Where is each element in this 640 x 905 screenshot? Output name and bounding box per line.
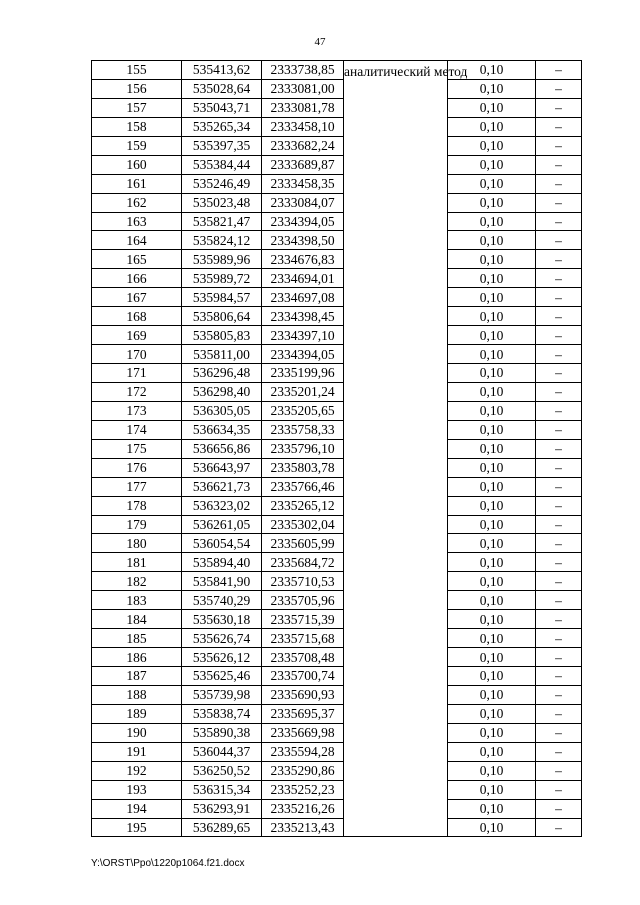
- y-coordinate-cell: 2334697,08: [262, 288, 344, 307]
- accuracy-cell: 0,10: [448, 742, 536, 761]
- point-number-cell: 194: [92, 799, 182, 818]
- x-coordinate-cell: 536044,37: [182, 742, 262, 761]
- point-number-cell: 168: [92, 307, 182, 326]
- point-number-cell: 191: [92, 742, 182, 761]
- note-cell: –: [536, 307, 582, 326]
- accuracy-cell: 0,10: [448, 288, 536, 307]
- y-coordinate-cell: 2333682,24: [262, 136, 344, 155]
- accuracy-cell: 0,10: [448, 685, 536, 704]
- table-row: [92, 610, 582, 629]
- point-number-cell: 169: [92, 326, 182, 345]
- note-cell: –: [536, 382, 582, 401]
- y-coordinate-cell: 2335690,93: [262, 685, 344, 704]
- point-number-cell: 162: [92, 193, 182, 212]
- y-coordinate-cell: 2334398,50: [262, 231, 344, 250]
- accuracy-cell: 0,10: [448, 496, 536, 515]
- x-coordinate-cell: 535626,12: [182, 648, 262, 667]
- accuracy-cell: 0,10: [448, 704, 536, 723]
- accuracy-cell: 0,10: [448, 780, 536, 799]
- table-row: [92, 98, 582, 117]
- table-row: [92, 61, 582, 80]
- table-row: [92, 818, 582, 837]
- note-cell: –: [536, 477, 582, 496]
- table-row: [92, 193, 582, 212]
- table-row: [92, 401, 582, 420]
- table-row: [92, 477, 582, 496]
- accuracy-cell: 0,10: [448, 515, 536, 534]
- table-row: [92, 667, 582, 686]
- y-coordinate-cell: 2335695,37: [262, 704, 344, 723]
- x-coordinate-cell: 536621,73: [182, 477, 262, 496]
- point-number-cell: 156: [92, 79, 182, 98]
- accuracy-cell: 0,10: [448, 591, 536, 610]
- accuracy-cell: 0,10: [448, 382, 536, 401]
- y-coordinate-cell: 2335594,28: [262, 742, 344, 761]
- note-cell: –: [536, 742, 582, 761]
- note-cell: –: [536, 610, 582, 629]
- point-number-cell: 166: [92, 269, 182, 288]
- x-coordinate-cell: 535246,49: [182, 174, 262, 193]
- point-number-cell: 173: [92, 401, 182, 420]
- x-coordinate-cell: 535625,46: [182, 667, 262, 686]
- x-coordinate-cell: 535413,62: [182, 61, 262, 80]
- accuracy-cell: 0,10: [448, 667, 536, 686]
- table-row: [92, 155, 582, 174]
- x-coordinate-cell: 536305,05: [182, 401, 262, 420]
- note-cell: –: [536, 667, 582, 686]
- x-coordinate-cell: 535838,74: [182, 704, 262, 723]
- accuracy-cell: 0,10: [448, 98, 536, 117]
- x-coordinate-cell: 536315,34: [182, 780, 262, 799]
- accuracy-cell: 0,10: [448, 307, 536, 326]
- y-coordinate-cell: 2335766,46: [262, 477, 344, 496]
- table-row: [92, 496, 582, 515]
- coordinates-table: [91, 60, 582, 837]
- note-cell: –: [536, 685, 582, 704]
- y-coordinate-cell: 2335708,48: [262, 648, 344, 667]
- point-number-cell: 158: [92, 117, 182, 136]
- y-coordinate-cell: 2335205,65: [262, 401, 344, 420]
- x-coordinate-cell: 535740,29: [182, 591, 262, 610]
- point-number-cell: 181: [92, 553, 182, 572]
- table-row: [92, 382, 582, 401]
- accuracy-cell: 0,10: [448, 534, 536, 553]
- table-row: [92, 515, 582, 534]
- x-coordinate-cell: 535397,35: [182, 136, 262, 155]
- table-row: [92, 212, 582, 231]
- accuracy-cell: 0,10: [448, 458, 536, 477]
- table-row: [92, 117, 582, 136]
- accuracy-cell: 0,10: [448, 79, 536, 98]
- table-row: [92, 534, 582, 553]
- y-coordinate-cell: 2335710,53: [262, 572, 344, 591]
- y-coordinate-cell: 2334394,05: [262, 345, 344, 364]
- note-cell: –: [536, 269, 582, 288]
- note-cell: –: [536, 250, 582, 269]
- accuracy-cell: 0,10: [448, 345, 536, 364]
- accuracy-cell: 0,10: [448, 326, 536, 345]
- x-coordinate-cell: 535805,83: [182, 326, 262, 345]
- y-coordinate-cell: 2334397,10: [262, 326, 344, 345]
- coordinates-table-body: [92, 61, 582, 837]
- y-coordinate-cell: 2335216,26: [262, 799, 344, 818]
- x-coordinate-cell: 535043,71: [182, 98, 262, 117]
- accuracy-cell: 0,10: [448, 212, 536, 231]
- note-cell: –: [536, 496, 582, 515]
- point-number-cell: 176: [92, 458, 182, 477]
- y-coordinate-cell: 2334398,45: [262, 307, 344, 326]
- x-coordinate-cell: 536323,02: [182, 496, 262, 515]
- y-coordinate-cell: 2333081,00: [262, 79, 344, 98]
- x-coordinate-cell: 536656,86: [182, 439, 262, 458]
- point-number-cell: 184: [92, 610, 182, 629]
- accuracy-cell: 0,10: [448, 648, 536, 667]
- y-coordinate-cell: 2333689,87: [262, 155, 344, 174]
- accuracy-cell: 0,10: [448, 174, 536, 193]
- note-cell: –: [536, 174, 582, 193]
- note-cell: –: [536, 231, 582, 250]
- y-coordinate-cell: 2334694,01: [262, 269, 344, 288]
- table-row: [92, 591, 582, 610]
- accuracy-cell: 0,10: [448, 193, 536, 212]
- point-number-cell: 186: [92, 648, 182, 667]
- y-coordinate-cell: 2334394,05: [262, 212, 344, 231]
- table-row: [92, 79, 582, 98]
- table-row: [92, 364, 582, 383]
- table-row: [92, 420, 582, 439]
- y-coordinate-cell: 2335669,98: [262, 723, 344, 742]
- table-row: [92, 648, 582, 667]
- table-row: [92, 572, 582, 591]
- point-number-cell: 161: [92, 174, 182, 193]
- table-row: [92, 685, 582, 704]
- note-cell: –: [536, 79, 582, 98]
- point-number-cell: 177: [92, 477, 182, 496]
- table-row: [92, 723, 582, 742]
- note-cell: –: [536, 648, 582, 667]
- x-coordinate-cell: 535984,57: [182, 288, 262, 307]
- note-cell: –: [536, 326, 582, 345]
- note-cell: –: [536, 364, 582, 383]
- point-number-cell: 185: [92, 629, 182, 648]
- note-cell: –: [536, 515, 582, 534]
- note-cell: –: [536, 155, 582, 174]
- footer-file-path: Y:\ORST\Ppo\1220p1064.f21.docx: [91, 858, 245, 869]
- y-coordinate-cell: 2335290,86: [262, 761, 344, 780]
- y-coordinate-cell: 2335302,04: [262, 515, 344, 534]
- y-coordinate-cell: 2333458,35: [262, 174, 344, 193]
- note-cell: –: [536, 704, 582, 723]
- y-coordinate-cell: 2335213,43: [262, 818, 344, 837]
- accuracy-cell: 0,10: [448, 477, 536, 496]
- x-coordinate-cell: 536054,54: [182, 534, 262, 553]
- table-row: [92, 326, 582, 345]
- x-coordinate-cell: 535821,47: [182, 212, 262, 231]
- point-number-cell: 155: [92, 61, 182, 80]
- x-coordinate-cell: 536298,40: [182, 382, 262, 401]
- x-coordinate-cell: 535824,12: [182, 231, 262, 250]
- point-number-cell: 180: [92, 534, 182, 553]
- table-row: [92, 136, 582, 155]
- note-cell: –: [536, 61, 582, 80]
- x-coordinate-cell: 535989,72: [182, 269, 262, 288]
- accuracy-cell: 0,10: [448, 610, 536, 629]
- note-cell: –: [536, 401, 582, 420]
- table-row: [92, 458, 582, 477]
- x-coordinate-cell: 535739,98: [182, 685, 262, 704]
- method-label: аналитический метод: [344, 64, 468, 79]
- point-number-cell: 157: [92, 98, 182, 117]
- x-coordinate-cell: 535890,38: [182, 723, 262, 742]
- x-coordinate-cell: 536289,65: [182, 818, 262, 837]
- accuracy-cell: 0,10: [448, 231, 536, 250]
- point-number-cell: 192: [92, 761, 182, 780]
- note-cell: –: [536, 780, 582, 799]
- table-row: [92, 799, 582, 818]
- note-cell: –: [536, 439, 582, 458]
- accuracy-cell: 0,10: [448, 553, 536, 572]
- accuracy-cell: 0,10: [448, 61, 536, 80]
- note-cell: –: [536, 288, 582, 307]
- table-row: [92, 553, 582, 572]
- y-coordinate-cell: 2335803,78: [262, 458, 344, 477]
- y-coordinate-cell: 2335199,96: [262, 364, 344, 383]
- point-number-cell: 183: [92, 591, 182, 610]
- y-coordinate-cell: 2335252,23: [262, 780, 344, 799]
- y-coordinate-cell: 2335605,99: [262, 534, 344, 553]
- point-number-cell: 171: [92, 364, 182, 383]
- note-cell: –: [536, 629, 582, 648]
- note-cell: –: [536, 458, 582, 477]
- y-coordinate-cell: 2335700,74: [262, 667, 344, 686]
- y-coordinate-cell: 2335265,12: [262, 496, 344, 515]
- x-coordinate-cell: 535894,40: [182, 553, 262, 572]
- x-coordinate-cell: 536634,35: [182, 420, 262, 439]
- y-coordinate-cell: 2335715,39: [262, 610, 344, 629]
- x-coordinate-cell: 536643,97: [182, 458, 262, 477]
- point-number-cell: 160: [92, 155, 182, 174]
- point-number-cell: 188: [92, 685, 182, 704]
- accuracy-cell: 0,10: [448, 439, 536, 458]
- note-cell: –: [536, 553, 582, 572]
- accuracy-cell: 0,10: [448, 799, 536, 818]
- table-row: [92, 704, 582, 723]
- x-coordinate-cell: 535384,44: [182, 155, 262, 174]
- note-cell: –: [536, 761, 582, 780]
- point-number-cell: 178: [92, 496, 182, 515]
- y-coordinate-cell: 2334676,83: [262, 250, 344, 269]
- note-cell: –: [536, 193, 582, 212]
- note-cell: –: [536, 572, 582, 591]
- point-number-cell: 159: [92, 136, 182, 155]
- x-coordinate-cell: 535841,90: [182, 572, 262, 591]
- table-row: [92, 629, 582, 648]
- point-number-cell: 179: [92, 515, 182, 534]
- x-coordinate-cell: 535023,48: [182, 193, 262, 212]
- table-row: [92, 742, 582, 761]
- note-cell: –: [536, 534, 582, 553]
- note-cell: –: [536, 212, 582, 231]
- note-cell: –: [536, 799, 582, 818]
- point-number-cell: 189: [92, 704, 182, 723]
- y-coordinate-cell: 2333458,10: [262, 117, 344, 136]
- point-number-cell: 175: [92, 439, 182, 458]
- note-cell: –: [536, 420, 582, 439]
- x-coordinate-cell: 536250,52: [182, 761, 262, 780]
- point-number-cell: 163: [92, 212, 182, 231]
- x-coordinate-cell: 536293,91: [182, 799, 262, 818]
- point-number-cell: 170: [92, 345, 182, 364]
- y-coordinate-cell: 2335684,72: [262, 553, 344, 572]
- y-coordinate-cell: 2333084,07: [262, 193, 344, 212]
- note-cell: –: [536, 723, 582, 742]
- method-cell: [344, 61, 468, 837]
- table-row: [92, 345, 582, 364]
- x-coordinate-cell: 536261,05: [182, 515, 262, 534]
- accuracy-cell: 0,10: [448, 761, 536, 780]
- table-row: [92, 780, 582, 799]
- note-cell: –: [536, 591, 582, 610]
- accuracy-cell: 0,10: [448, 629, 536, 648]
- accuracy-cell: 0,10: [448, 818, 536, 837]
- x-coordinate-cell: 535626,74: [182, 629, 262, 648]
- point-number-cell: 165: [92, 250, 182, 269]
- point-number-cell: 182: [92, 572, 182, 591]
- table-row: [92, 231, 582, 250]
- accuracy-cell: 0,10: [448, 117, 536, 136]
- y-coordinate-cell: 2333738,85: [262, 61, 344, 80]
- x-coordinate-cell: 535028,64: [182, 79, 262, 98]
- point-number-cell: 167: [92, 288, 182, 307]
- accuracy-cell: 0,10: [448, 250, 536, 269]
- note-cell: –: [536, 136, 582, 155]
- x-coordinate-cell: 535630,18: [182, 610, 262, 629]
- point-number-cell: 172: [92, 382, 182, 401]
- table-row: [92, 307, 582, 326]
- note-cell: –: [536, 117, 582, 136]
- table-row: [92, 269, 582, 288]
- x-coordinate-cell: 535265,34: [182, 117, 262, 136]
- accuracy-cell: 0,10: [448, 572, 536, 591]
- accuracy-cell: 0,10: [448, 155, 536, 174]
- point-number-cell: 195: [92, 818, 182, 837]
- note-cell: –: [536, 818, 582, 837]
- page-number: 47: [314, 36, 326, 48]
- y-coordinate-cell: 2335201,24: [262, 382, 344, 401]
- note-cell: –: [536, 345, 582, 364]
- table-row: [92, 288, 582, 307]
- accuracy-cell: 0,10: [448, 723, 536, 742]
- y-coordinate-cell: 2333081,78: [262, 98, 344, 117]
- accuracy-cell: 0,10: [448, 420, 536, 439]
- table-row: [92, 439, 582, 458]
- x-coordinate-cell: 536296,48: [182, 364, 262, 383]
- y-coordinate-cell: 2335715,68: [262, 629, 344, 648]
- accuracy-cell: 0,10: [448, 136, 536, 155]
- table-row: [92, 174, 582, 193]
- table-row: [92, 761, 582, 780]
- accuracy-cell: 0,10: [448, 364, 536, 383]
- point-number-cell: 164: [92, 231, 182, 250]
- accuracy-cell: 0,10: [448, 269, 536, 288]
- x-coordinate-cell: 535989,96: [182, 250, 262, 269]
- table-row: [92, 250, 582, 269]
- point-number-cell: 193: [92, 780, 182, 799]
- point-number-cell: 187: [92, 667, 182, 686]
- y-coordinate-cell: 2335758,33: [262, 420, 344, 439]
- note-cell: –: [536, 98, 582, 117]
- x-coordinate-cell: 535811,00: [182, 345, 262, 364]
- y-coordinate-cell: 2335796,10: [262, 439, 344, 458]
- y-coordinate-cell: 2335705,96: [262, 591, 344, 610]
- x-coordinate-cell: 535806,64: [182, 307, 262, 326]
- accuracy-cell: 0,10: [448, 401, 536, 420]
- point-number-cell: 174: [92, 420, 182, 439]
- point-number-cell: 190: [92, 723, 182, 742]
